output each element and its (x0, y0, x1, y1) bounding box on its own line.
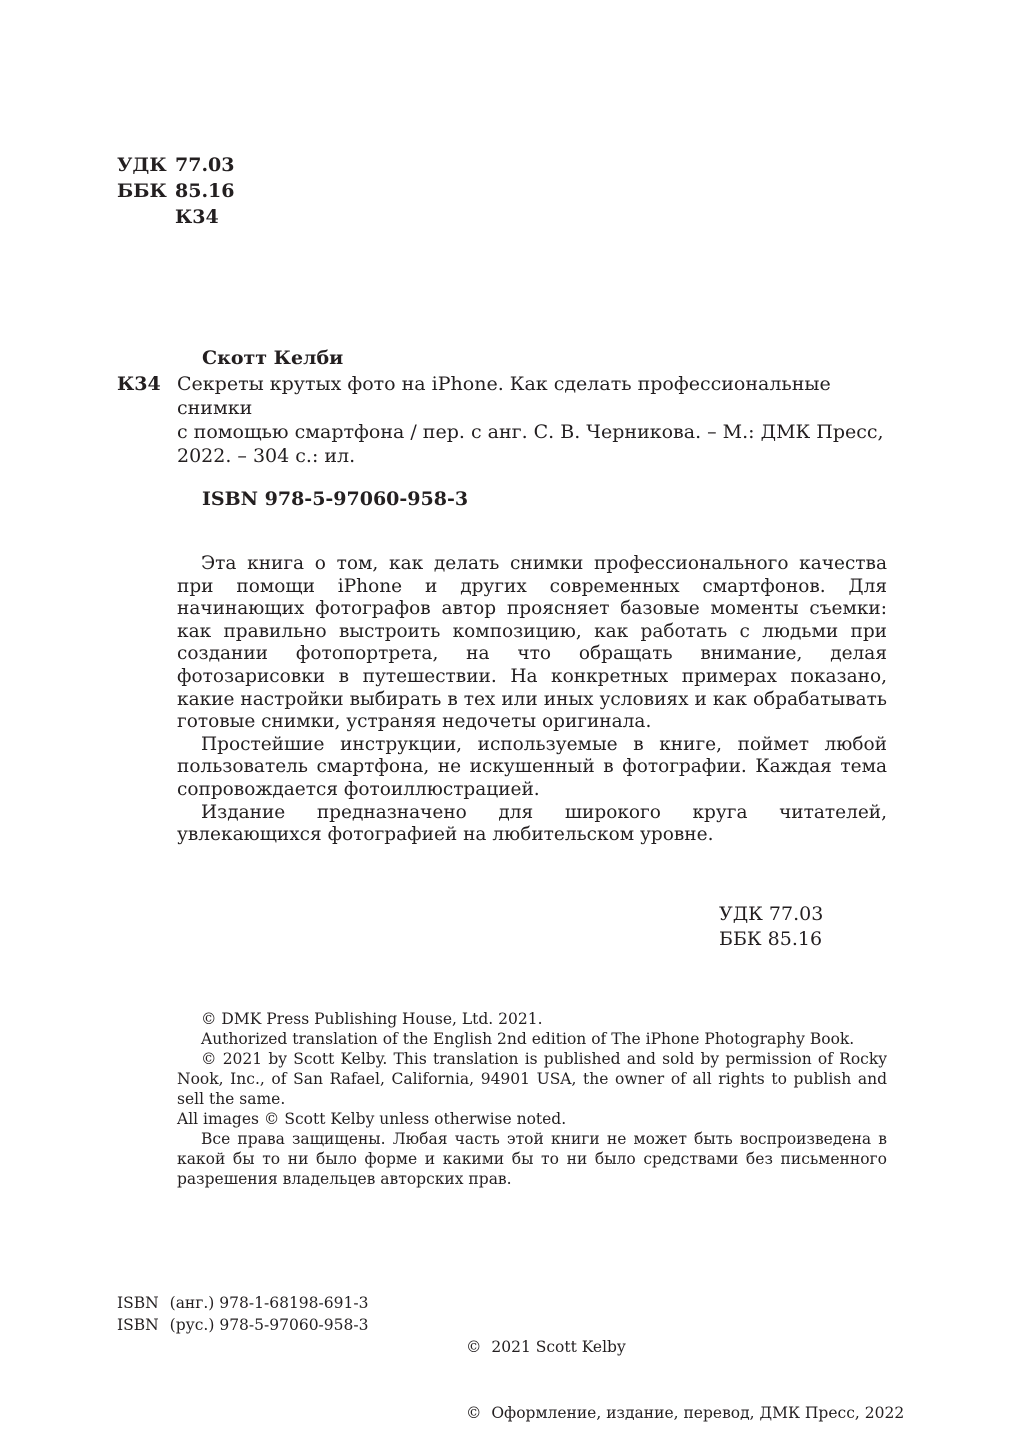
copyright-line: © DMK Press Publishing House, Ltd. 2021. (201, 1010, 543, 1028)
bbk-value: 85.16 (175, 180, 235, 202)
copyright-publisher: © Оформление, издание, перевод, ДМК Пресс, 2022 (466, 1404, 905, 1422)
isbn-lang: (анг.) (169, 1294, 215, 1312)
annotation-paragraph: Простейшие инструкции, используемые в книге, поймет любой пользователь смартфона, не искушенный в фотографии. Каждая тема сопровождается фотоиллюстрацией. (177, 733, 887, 800)
rights-notice (177, 1129, 887, 1189)
copyright-english (177, 1009, 887, 1129)
record-mark: К34 (117, 373, 161, 395)
author-mark-row (117, 204, 235, 230)
record-line: 2022. – 304 с.: ил. (177, 445, 356, 467)
isbn-english-row (117, 1292, 368, 1314)
copyright-line: Authorized translation of the English 2nd edition of The iPhone Photography Book. (201, 1030, 855, 1048)
rights-text: Все права защищены. Любая часть этой книги не может быть воспроизведена в какой бы то ни было форме и какими бы то ни было средствами без письменного разрешения владельцев авторских прав. (177, 1130, 887, 1188)
bbk-code: ББК 85.16 (719, 928, 823, 950)
isbn-value: 978-5-97060-958-3 (219, 1316, 369, 1334)
record-line: Секреты крутых фото на iPhone. Как сделать профессиональные снимки (177, 373, 831, 419)
isbn-label: ISBN (117, 1316, 159, 1334)
isbn-value: 978-1-68198-691-3 (219, 1294, 369, 1312)
author-name: Скотт Келби (202, 347, 344, 369)
udk-row (117, 152, 235, 178)
classification-bottom (719, 902, 823, 952)
isbn-list (117, 1292, 368, 1336)
record-description (177, 372, 889, 468)
classification-top (117, 152, 235, 230)
udk-label: УДК (117, 154, 167, 176)
copyright-line: © 2021 by Scott Kelby. This translation is published and sold by permission of Rocky Nook, Inc., of San Rafael, California, 94901 USA, the owner of all rights to publish and sell the same. (177, 1050, 887, 1108)
isbn-russian-row (117, 1314, 368, 1336)
record-line: с помощью смартфона / пер. с анг. С. В. Черникова. – М.: ДМК Пресс, (177, 421, 884, 443)
isbn-lang: (рус.) (169, 1316, 215, 1334)
annotation-paragraph: Издание предназначено для широкого круга читателей, увлекающихся фотографией на любительском уровне. (177, 801, 887, 846)
bbk-label: ББК (117, 180, 167, 202)
record-isbn: ISBN 978-5-97060-958-3 (202, 488, 469, 510)
udk-value: 77.03 (175, 154, 235, 176)
author-mark: К34 (175, 206, 219, 228)
isbn-label: ISBN (117, 1294, 159, 1312)
copyright-line: All images © Scott Kelby unless otherwise noted. (177, 1110, 567, 1128)
udk-code: УДК 77.03 (719, 903, 824, 925)
annotation (177, 553, 887, 847)
copyright-author: © 2021 Scott Kelby (466, 1338, 626, 1356)
annotation-paragraph: Эта книга о том, как делать снимки профессионального качества при помощи iPhone и других современных смартфонов. Для начинающих фотографов автор проясняет базовые моменты съемки: как правильно выстроить композицию, как работать с людьми при создании фотопортрета, на что обращать внимание, делая фотозарисовки в путешествии. На конкретных примерах показано, какие настройки выбирать в тех или иных условиях и как обрабатывать готовые снимки, устраняя недочеты оригинала. (177, 553, 887, 733)
bbk-row (117, 178, 235, 204)
copyright-list (466, 1292, 904, 1446)
